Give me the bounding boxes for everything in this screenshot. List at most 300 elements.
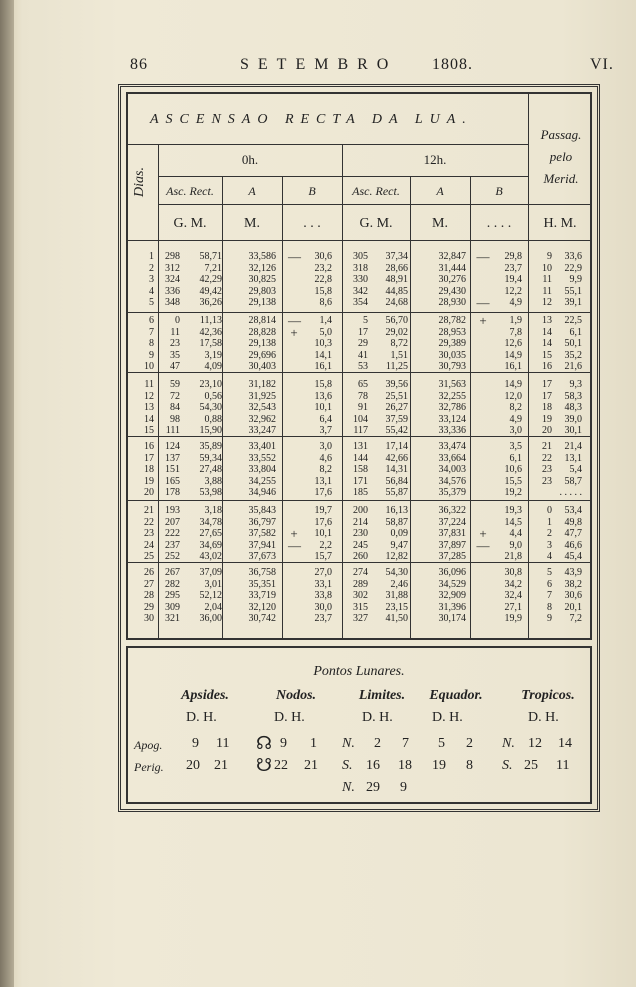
cell-a-0h: 29,696 <box>248 349 276 361</box>
cell-asc-deg-12h: 171 <box>353 475 368 487</box>
cell-asc-min-12h: 56,70 <box>385 315 408 326</box>
cell-asc-min-0h: 34,78 <box>199 516 222 528</box>
cell-b-12h: 4,9 <box>509 297 522 308</box>
cell-asc-min-0h: 52,12 <box>199 590 222 601</box>
cell-b-12h: 12,2 <box>504 285 522 297</box>
cell-asc-min-12h: 31,88 <box>385 590 408 601</box>
cell-asc-min-0h: 37,09 <box>199 567 222 578</box>
cell-asc-deg-12h: 214 <box>353 516 368 528</box>
cell-asc-min-12h: 39,56 <box>385 379 408 390</box>
days-label: Dias. <box>132 167 147 197</box>
cell-asc-min-12h: 0,09 <box>390 528 408 539</box>
cell-asc-min-0h: 49,42 <box>199 285 222 297</box>
cell-asc-min-12h: 37,34 <box>385 251 408 262</box>
cell-a-0h: 30,742 <box>248 613 276 624</box>
nodos-header: Nodos. <box>275 688 317 703</box>
cell-pass-min: 39,0 <box>564 413 582 425</box>
cell-a-12h: 28,930 <box>438 297 466 308</box>
cell-day: 24 <box>144 539 154 551</box>
cell-pass-min: 22,9 <box>564 262 582 274</box>
cell-a-0h: 36,758 <box>248 567 276 578</box>
cell-b-sign-0h: + <box>290 324 298 340</box>
cell-pass-hour: 13 <box>542 315 552 326</box>
cell-asc-min-12h: 11,25 <box>385 361 408 372</box>
cell-asc-min-0h: 27,65 <box>199 528 222 539</box>
cell-b-12h: 23,7 <box>504 262 522 274</box>
cell-b-0h: 22,8 <box>314 274 332 285</box>
rule <box>126 240 592 241</box>
cell-pass-hour: 5 <box>547 567 552 578</box>
cell-b-sign-0h: + <box>290 526 298 541</box>
cell-a-12h: 32,255 <box>438 390 466 402</box>
perig-aps-d: 20 <box>186 758 200 773</box>
cell-a-0h: 34,946 <box>248 487 276 498</box>
cell-pass-min: 53,4 <box>564 505 582 516</box>
cell-asc-deg-12h: 185 <box>353 487 368 498</box>
cell-asc-min-0h: 36,26 <box>199 297 222 308</box>
cell-asc-deg-0h: 124 <box>165 441 180 452</box>
cell-pass-min: 58,7 <box>564 475 582 487</box>
cell-b-12h: 19,4 <box>504 274 522 285</box>
cell-asc-deg-0h: 72 <box>170 390 180 402</box>
cell-asc-min-0h: 59,34 <box>199 452 222 464</box>
cell-asc-min-12h: 44,85 <box>385 285 408 297</box>
cell-asc-min-12h: 25,51 <box>385 390 408 402</box>
cell-a-12h: 37,224 <box>438 516 466 528</box>
cell-pass-min: 13,1 <box>564 452 582 464</box>
cell-asc-deg-0h: 309 <box>165 601 180 613</box>
cell-a-0h: 28,814 <box>248 315 276 326</box>
cell-b-sign-12h: + <box>479 526 487 541</box>
apog-lim-sign: N. <box>342 736 355 751</box>
cell-asc-deg-12h: 17 <box>358 326 368 338</box>
cell-a-12h: 34,529 <box>438 578 466 590</box>
cell-asc-deg-0h: 193 <box>165 505 180 516</box>
cell-asc-min-12h: 56,84 <box>385 475 408 487</box>
cell-a-12h: 37,285 <box>438 551 466 562</box>
cell-asc-deg-0h: 84 <box>170 402 180 413</box>
unit-b-0h: . . . <box>303 216 321 231</box>
cell-pass-min: 21,4 <box>564 441 582 452</box>
cell-asc-min-0h: 42,36 <box>199 326 222 338</box>
cell-b-12h: 27,1 <box>504 601 522 613</box>
cell-pass-hour: 11 <box>542 274 552 285</box>
cell-a-12h: 36,322 <box>438 505 466 516</box>
apog-lim-h: 7 <box>402 736 409 751</box>
cell-b-12h: 19,2 <box>504 487 522 498</box>
cell-asc-deg-12h: 29 <box>358 338 368 349</box>
cell-asc-deg-0h: 111 <box>165 425 180 436</box>
cell-asc-deg-12h: 315 <box>353 601 368 613</box>
unit-hm: H. M. <box>543 216 577 231</box>
rule <box>126 144 528 145</box>
cell-asc-min-12h: 28,66 <box>385 262 408 274</box>
nodos-dh: D. H. <box>274 710 305 725</box>
cell-b-0h: 6,4 <box>319 413 332 425</box>
cell-asc-deg-0h: 98 <box>170 413 180 425</box>
cell-day: 11 <box>144 379 154 390</box>
cell-asc-min-0h: 3,19 <box>204 349 222 361</box>
cell-asc-deg-12h: 302 <box>353 590 368 601</box>
cell-pass-hour: 15 <box>542 349 552 361</box>
cell-b-12h: 3,5 <box>509 441 522 452</box>
cell-asc-deg-12h: 144 <box>353 452 368 464</box>
unit-m-12h: M. <box>432 216 448 231</box>
cell-asc-deg-0h: 298 <box>165 251 180 262</box>
cell-b-12h: 14,9 <box>504 379 522 390</box>
cell-a-0h: 33,586 <box>248 251 276 262</box>
perig-eq-d: 19 <box>432 758 446 773</box>
cell-b-12h: 14,9 <box>504 349 522 361</box>
cell-pass-hour: 2 <box>547 528 552 539</box>
cell-a-0h: 37,941 <box>248 539 276 551</box>
page-number: 86 <box>130 56 148 73</box>
cell-b-12h: 21,8 <box>504 551 522 562</box>
cell-pass-hour: 20 <box>542 425 552 436</box>
cell-b-0h: 17,6 <box>314 487 332 498</box>
limites-header: Limites. <box>358 688 406 703</box>
cell-asc-deg-0h: 222 <box>165 528 180 539</box>
apog-eq-d: 5 <box>438 736 445 751</box>
perig-tro-d: 25 <box>524 758 538 773</box>
cell-pass-min: 21,6 <box>564 361 582 372</box>
cell-asc-min-0h: 34,69 <box>199 539 222 551</box>
cell-b-0h: 23,7 <box>314 613 332 624</box>
cell-a-0h: 29,138 <box>248 338 276 349</box>
cell-asc-deg-0h: 336 <box>165 285 180 297</box>
cell-a-0h: 29,138 <box>248 297 276 308</box>
apog-node-d: 9 <box>280 736 287 751</box>
apog-lim-d: 2 <box>374 736 381 751</box>
passage-header <box>530 124 592 190</box>
cell-b-0h: 17,6 <box>314 516 332 528</box>
cell-b-0h: 5,0 <box>319 326 332 338</box>
ascending-node-icon: ☊ <box>256 733 272 753</box>
cell-b-12h: 12,0 <box>504 390 522 402</box>
cell-pass-hour: 18 <box>542 402 552 413</box>
cell-a-12h: 32,847 <box>438 251 466 262</box>
cell-asc-deg-12h: 245 <box>353 539 368 551</box>
cell-asc-deg-12h: 289 <box>353 578 368 590</box>
cell-b-sign-12h: — <box>476 537 490 553</box>
rule <box>126 312 592 313</box>
cell-b-0h: 4,6 <box>319 452 332 464</box>
cell-asc-min-12h: 1,51 <box>390 349 408 361</box>
cell-a-12h: 33,474 <box>438 441 466 452</box>
cell-b-12h: 30,8 <box>504 567 522 578</box>
cell-a-0h: 32,126 <box>248 262 276 274</box>
cell-pass-min: 55,1 <box>564 285 582 297</box>
cell-asc-min-0h: 15,90 <box>199 425 222 436</box>
cell-b-0h: 15,8 <box>314 285 332 297</box>
cell-b-0h: 14,1 <box>314 349 332 361</box>
cell-pass-hour: 1 <box>547 516 552 528</box>
table-row <box>128 296 590 310</box>
cell-b-12h: 15,5 <box>504 475 522 487</box>
cell-asc-min-12h: 24,68 <box>385 297 408 308</box>
cell-day: 27 <box>144 578 154 590</box>
perig-tro-sign: S. <box>502 758 513 773</box>
cell-b-0h: 10,3 <box>314 338 332 349</box>
cell-a-0h: 37,673 <box>248 551 276 562</box>
cell-pass-hour: 11 <box>542 285 552 297</box>
cell-asc-deg-0h: 47 <box>170 361 180 372</box>
cell-a-12h: 33,124 <box>438 413 466 425</box>
cell-a-12h: 37,897 <box>438 539 466 551</box>
cell-day: 10 <box>144 361 154 372</box>
cell-b-12h: 7,8 <box>509 326 522 338</box>
cell-pass-min: 45,4 <box>564 551 582 562</box>
cell-day: 23 <box>144 528 154 539</box>
cell-asc-deg-0h: 23 <box>170 338 180 349</box>
cell-a-0h: 32,543 <box>248 402 276 413</box>
extra-lim-d: 29 <box>366 780 380 795</box>
cell-b-sign-12h: — <box>476 249 490 264</box>
cell-a-0h: 30,403 <box>248 361 276 372</box>
cell-asc-min-12h: 54,30 <box>385 567 408 578</box>
cell-b-0h: 15,7 <box>314 551 332 562</box>
cell-pass-min: 6,1 <box>569 326 582 338</box>
cell-a-12h: 37,831 <box>438 528 466 539</box>
cell-a-12h: 33,664 <box>438 452 466 464</box>
cell-b-0h: 1,4 <box>319 315 332 326</box>
cell-b-12h: 12,6 <box>504 338 522 349</box>
cell-asc-deg-0h: 165 <box>165 475 180 487</box>
cell-asc-min-12h: 58,87 <box>385 516 408 528</box>
cell-a-0h: 30,825 <box>248 274 276 285</box>
cell-day: 1 <box>149 251 154 262</box>
cell-asc-deg-0h: 312 <box>165 262 180 274</box>
cell-pass-hour: 22 <box>542 452 552 464</box>
cell-asc-deg-0h: 11 <box>170 326 180 338</box>
apog-tro-sign: N. <box>502 736 515 751</box>
cell-asc-min-0h: 36,00 <box>199 613 222 624</box>
asc-rect-header-12h: Asc. Rect. <box>352 184 400 198</box>
cell-b-0h: 3,0 <box>319 441 332 452</box>
cell-day: 18 <box>144 464 154 475</box>
cell-asc-deg-12h: 131 <box>353 441 368 452</box>
cell-asc-min-12h: 16,13 <box>385 505 408 516</box>
cell-asc-min-0h: 3,88 <box>204 475 222 487</box>
cell-asc-deg-12h: 260 <box>353 551 368 562</box>
unit-gm-12h: G. M. <box>359 216 393 231</box>
cell-a-12h: 33,336 <box>438 425 466 436</box>
cell-asc-deg-0h: 267 <box>165 567 180 578</box>
cell-a-0h: 29,803 <box>248 285 276 297</box>
cell-pass-min: 48,3 <box>564 402 582 413</box>
cell-a-12h: 34,576 <box>438 475 466 487</box>
cell-asc-min-0h: 11,13 <box>199 315 222 326</box>
cell-pass-min: 47,7 <box>564 528 582 539</box>
cell-asc-min-12h: 55,87 <box>385 487 408 498</box>
cell-pass-hour: 3 <box>547 539 552 551</box>
cell-asc-min-0h: 0,88 <box>204 413 222 425</box>
cell-asc-deg-0h: 35 <box>170 349 180 361</box>
cell-b-0h: 33,8 <box>314 590 332 601</box>
cell-b-sign-12h: — <box>476 295 490 310</box>
tropicos-header: Tropicos. <box>521 688 575 703</box>
table-row <box>128 486 590 500</box>
tropicos-dh: D. H. <box>528 710 559 725</box>
cell-asc-deg-12h: 274 <box>353 567 368 578</box>
cell-pass-hour: 12 <box>542 297 552 308</box>
cell-asc-deg-0h: 324 <box>165 274 180 285</box>
cell-pass-hour: 8 <box>547 601 552 613</box>
table-title: ASCENSAO RECTA DA LUA. <box>150 112 473 127</box>
cell-asc-deg-12h: 158 <box>353 464 368 475</box>
cell-a-0h: 33,804 <box>248 464 276 475</box>
cell-b-12h: 14,5 <box>504 516 522 528</box>
cell-b-sign-12h: + <box>479 313 487 328</box>
perig-node-d: 22 <box>274 758 288 773</box>
cell-b-0h: 10,1 <box>314 402 332 413</box>
apsides-dh: D. H. <box>186 710 217 725</box>
cell-b-sign-0h: — <box>288 249 301 264</box>
perig-node-h: 21 <box>304 758 318 773</box>
cell-pass-min: 49,8 <box>564 516 582 528</box>
cell-asc-min-12h: 23,15 <box>385 601 408 613</box>
cell-b-sign-0h: — <box>288 313 301 328</box>
descending-node-icon: ☋ <box>256 755 272 775</box>
cell-asc-deg-0h: 59 <box>170 379 180 390</box>
cell-asc-min-12h: 55,42 <box>385 425 408 436</box>
apog-node-h: 1 <box>310 736 317 751</box>
cell-b-0h: 8,6 <box>319 297 332 308</box>
cell-a-0h: 33,401 <box>248 441 276 452</box>
cell-a-12h: 36,096 <box>438 567 466 578</box>
cell-a-12h: 32,909 <box>438 590 466 601</box>
cell-day: 4 <box>149 285 154 297</box>
page-year: 1808. <box>432 56 473 73</box>
cell-asc-min-0h: 23,10 <box>199 379 222 390</box>
cell-day: 26 <box>144 567 154 578</box>
cell-a-0h: 31,925 <box>248 390 276 402</box>
table-row <box>128 612 590 626</box>
cell-asc-min-12h: 8,72 <box>390 338 408 349</box>
cell-day: 3 <box>149 274 154 285</box>
cell-b-12h: 29,8 <box>504 251 522 262</box>
a-header-12h: A <box>436 184 444 198</box>
cell-asc-min-0h: 0,56 <box>204 390 222 402</box>
cell-pass-hour: 9 <box>547 251 552 262</box>
cell-asc-deg-12h: 104 <box>353 413 368 425</box>
cell-b-0h: 33,1 <box>314 578 332 590</box>
cell-asc-min-12h: 14,31 <box>385 464 408 475</box>
perig-eq-h: 8 <box>466 758 473 773</box>
cell-asc-min-0h: 58,71 <box>199 251 222 262</box>
cell-pass-min: 30,6 <box>564 590 582 601</box>
cell-b-0h: 13,6 <box>314 390 332 402</box>
rule <box>126 500 592 501</box>
cell-asc-min-12h: 12,82 <box>385 551 408 562</box>
cell-day: 28 <box>144 590 154 601</box>
cell-pass-min: 9,9 <box>569 274 582 285</box>
perig-lim-sign: S. <box>342 758 353 773</box>
cell-asc-min-12h: 42,66 <box>385 452 408 464</box>
cell-pass-hour: 21 <box>542 441 552 452</box>
cell-asc-deg-12h: 354 <box>353 297 368 308</box>
cell-b-0h: 2,2 <box>319 539 332 551</box>
cell-asc-min-0h: 4,09 <box>204 361 222 372</box>
cell-a-0h: 36,797 <box>248 516 276 528</box>
cell-asc-min-0h: 3,01 <box>204 578 222 590</box>
cell-pass-min: 5,4 <box>569 464 582 475</box>
cell-b-12h: 6,1 <box>509 452 522 464</box>
cell-asc-min-0h: 53,98 <box>199 487 222 498</box>
cell-asc-deg-12h: 78 <box>358 390 368 402</box>
cell-b-12h: 8,2 <box>509 402 522 413</box>
cell-a-0h: 33,552 <box>248 452 276 464</box>
cell-pass-min: 39,1 <box>564 297 582 308</box>
cell-asc-deg-0h: 282 <box>165 578 180 590</box>
cell-asc-min-12h: 9,47 <box>390 539 408 551</box>
cell-b-12h: 4,9 <box>509 413 522 425</box>
cell-day: 5 <box>149 297 154 308</box>
perig-lim-d: 16 <box>366 758 380 773</box>
cell-asc-deg-12h: 117 <box>353 425 368 436</box>
cell-asc-deg-12h: 91 <box>358 402 368 413</box>
time-0h-label: 0h. <box>241 152 259 167</box>
cell-a-12h: 28,782 <box>438 315 466 326</box>
cell-a-0h: 28,828 <box>248 326 276 338</box>
cell-day: 20 <box>144 487 154 498</box>
cell-asc-deg-0h: 321 <box>165 613 180 624</box>
cell-a-12h: 30,276 <box>438 274 466 285</box>
cell-b-12h: 19,9 <box>504 613 522 624</box>
cell-asc-deg-12h: 53 <box>358 361 368 372</box>
cell-a-0h: 32,962 <box>248 413 276 425</box>
cell-pass-hour: 9 <box>547 613 552 624</box>
cell-asc-min-0h: 27,48 <box>199 464 222 475</box>
cell-asc-deg-0h: 295 <box>165 590 180 601</box>
time-12h-label: 12h. <box>423 152 447 167</box>
cell-asc-deg-12h: 41 <box>358 349 368 361</box>
cell-day: 16 <box>144 441 154 452</box>
cell-asc-min-12h: 37,59 <box>385 413 408 425</box>
cell-a-12h: 29,389 <box>438 338 466 349</box>
cell-day: 7 <box>149 326 154 338</box>
page-title: SETEMBRO <box>240 56 398 73</box>
passage-header-line-3: Merid. <box>543 171 579 186</box>
apog-aps-d: 9 <box>192 736 199 751</box>
cell-pass-hour: 17 <box>542 390 552 402</box>
apog-eq-h: 2 <box>466 736 473 751</box>
cell-day: 8 <box>149 338 154 349</box>
equador-header: Equador. <box>429 688 483 703</box>
cell-day: 17 <box>144 452 154 464</box>
cell-asc-deg-0h: 151 <box>165 464 180 475</box>
cell-a-12h: 31,396 <box>438 601 466 613</box>
cell-a-0h: 37,582 <box>248 528 276 539</box>
cell-asc-deg-12h: 318 <box>353 262 368 274</box>
cell-a-12h: 35,379 <box>438 487 466 498</box>
cell-pass-min: . . . . . <box>559 487 582 498</box>
cell-b-0h: 27,0 <box>314 567 332 578</box>
cell-a-0h: 33,719 <box>248 590 276 601</box>
a-header-0h: A <box>248 184 256 198</box>
extra-lim-sign: N. <box>342 780 355 795</box>
cell-b-12h: 10,6 <box>504 464 522 475</box>
cell-pass-min: 22,5 <box>564 315 582 326</box>
cell-b-0h: 23,2 <box>314 262 332 274</box>
cell-pass-min: 50,1 <box>564 338 582 349</box>
cell-day: 9 <box>149 349 154 361</box>
cell-b-0h: 16,1 <box>314 361 332 372</box>
cell-asc-min-0h: 7,21 <box>204 262 222 274</box>
cell-b-sign-0h: — <box>288 537 301 553</box>
cell-asc-min-0h: 3,18 <box>204 505 222 516</box>
cell-day: 14 <box>144 413 154 425</box>
